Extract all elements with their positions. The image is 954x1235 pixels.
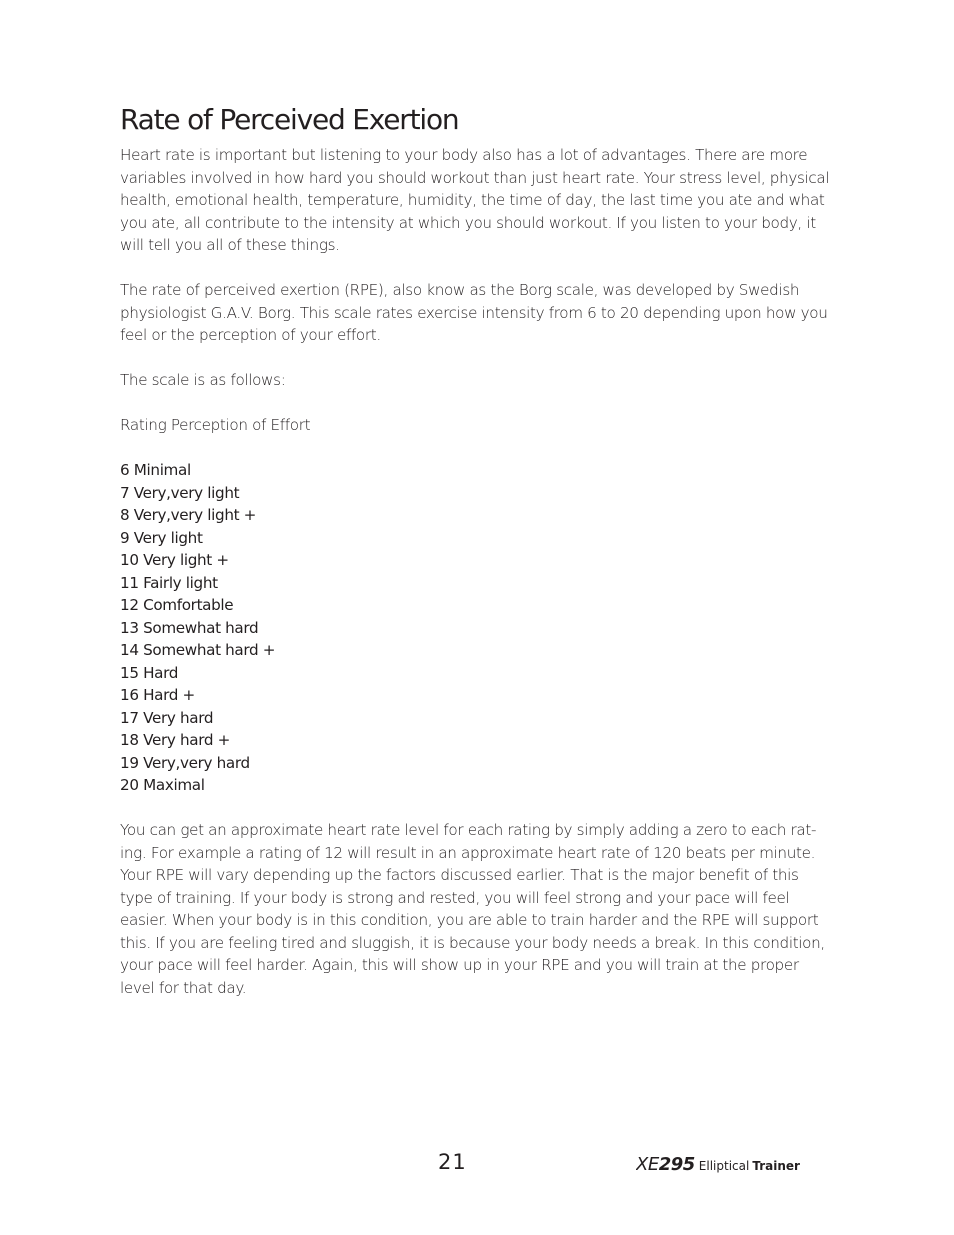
- scale-intro-text: The scale is as follows:: [120, 371, 286, 389]
- scale-item: 9 Very light: [120, 528, 203, 547]
- page-title: Rate of Perceived Exertion: [120, 103, 459, 136]
- scale-item: 10 Very light +: [120, 551, 229, 569]
- scale-item: 15 Hard: [120, 663, 179, 682]
- scale-item: 19 Very,very hard: [120, 753, 250, 772]
- brand-product-name: Elliptical: [698, 1159, 750, 1173]
- borg-scale-paragraph: The rate of perceived exertion (RPE), also know as the Borg scale, was developed by Swedish physiologist G.A.V. Borg. This scale rates exercise intensity from 6 to 20 depending upon how you feel or the perception of your effort.: [120, 281, 828, 344]
- page-content: [120, 102, 834, 1022]
- scale-item: 12 Comfortable: [120, 596, 234, 614]
- scale-header: Rating Perception of Effort: [120, 416, 311, 434]
- closing-paragraph: You can get an approximate heart rate level for each rating by simply adding a zero to each rat-ing. For example a rating of 12 will result in an approximate heart rate of 120 beats per minute. Your RPE will vary depending up the factors discussed earlier. That is the major benefit of this type of training. If your body is strong and rested, you will feel strong and your pace will feel easier. When your body is in this condition, you are able to train harder and the RPE will support this. If you are feeling tired and sluggish, it is because your body needs a break. In this condition, your pace will feel harder. Again, this will show up in your RPE and you will train at the proper level for that day.: [120, 821, 825, 997]
- scale-item: 7 Very,very light: [120, 483, 240, 502]
- brand-model-number: 295: [658, 1154, 695, 1175]
- scale-item: 18 Very hard +: [120, 731, 230, 749]
- scale-item: 13 Somewhat hard: [120, 618, 259, 637]
- scale-item: 16 Hard +: [120, 686, 195, 704]
- page-number: 21: [438, 1150, 467, 1174]
- brand-model-prefix: XE: [636, 1154, 659, 1175]
- scale-item: 11 Fairly light: [120, 573, 218, 592]
- scale-item: 6 Minimal: [120, 461, 191, 479]
- scale-item: 17 Very hard: [120, 708, 214, 727]
- intro-paragraph: Heart rate is important but listening to your body also has a lot of advantages. There are more variables involved in how hard you should workout than just heart rate. Your stress level, physical health, emotional health, temperature, humidity, the time of day, the last time you ate and what you ate, all contribute to the intensity at which you should workout. If you listen to your body, it will tell you all of these things.: [120, 146, 830, 254]
- brand-product-type: Trainer: [752, 1159, 800, 1173]
- scale-item: 20 Maximal: [120, 776, 205, 794]
- scale-item: 8 Very,very light +: [120, 506, 257, 524]
- footer-brand: [636, 1154, 836, 1175]
- scale-item: 14 Somewhat hard +: [120, 641, 276, 659]
- rpe-scale-list: [120, 459, 834, 797]
